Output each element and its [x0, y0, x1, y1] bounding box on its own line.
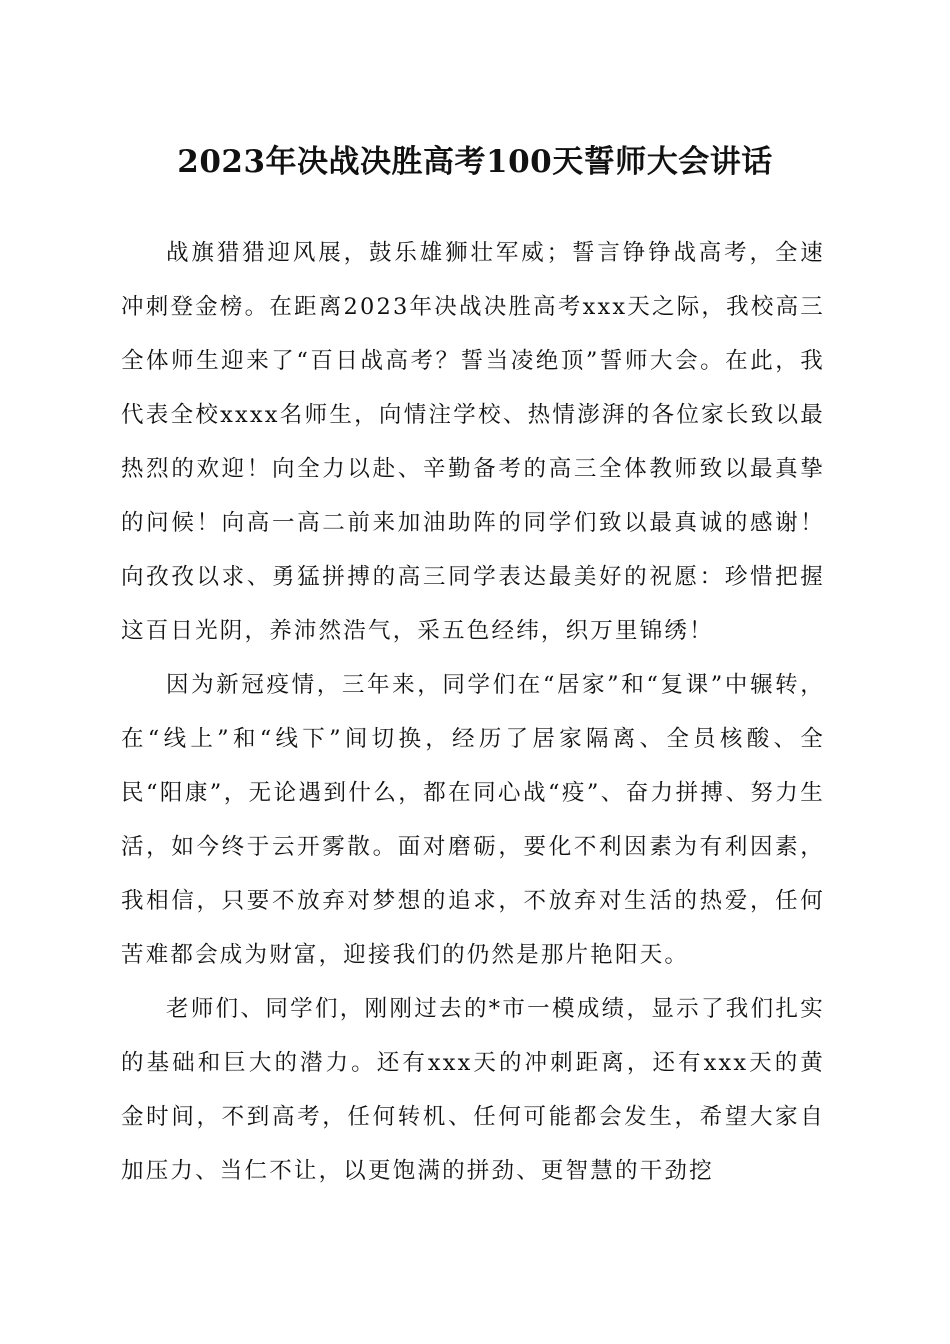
paragraph-3: 老师们、同学们，刚刚过去的*市一模成绩，显示了我们扎实的基础和巨大的潜力。还有xxx天的冲刺距离，还有xxx天的黄金时间，不到高考，任何转机、任何可能都会发生，希望大家自加压力、当仁不让，以更饱满的拼劲、更智慧的干劲挖: [121, 996, 825, 1184]
document-body: [121, 226, 825, 1198]
paragraph-1: 战旗猎猎迎风展，鼓乐雄狮壮军威；誓言铮铮战高考，全速冲刺登金榜。在距离2023年决战决胜高考xxx天之际，我校高三全体师生迎来了“百日战高考？誓当凌绝顶”誓师大会。在此，我代表全校xxxx名师生，向情注学校、热情澎湃的各位家长致以最热烈的欢迎！向全力以赴、辛勤备考的高三全体教师致以最真挚的问候！向高一高二前来加油助阵的同学们致以最真诚的感谢！向孜孜以求、勇猛拼搏的高三同学表达最美好的祝愿：珍惜把握这百日光阴，养沛然浩气，采五色经纬，织万里锦绣！: [121, 240, 825, 644]
page-title: 2023年决战决胜高考100天誓师大会讲话: [177, 144, 773, 180]
paragraph-2: 因为新冠疫情，三年来，同学们在“居家”和“复课”中辗转，在“线上”和“线下”间切换，经历了居家隔离、全员核酸、全民“阳康”，无论遇到什么，都在同心战“疫”、奋力拼搏、努力生活，如今终于云开雾散。面对磨砺，要化不利因素为有利因素，我相信，只要不放弃对梦想的追求，不放弃对生活的热爱，任何苦难都会成为财富，迎接我们的仍然是那片艳阳天。: [121, 672, 825, 968]
